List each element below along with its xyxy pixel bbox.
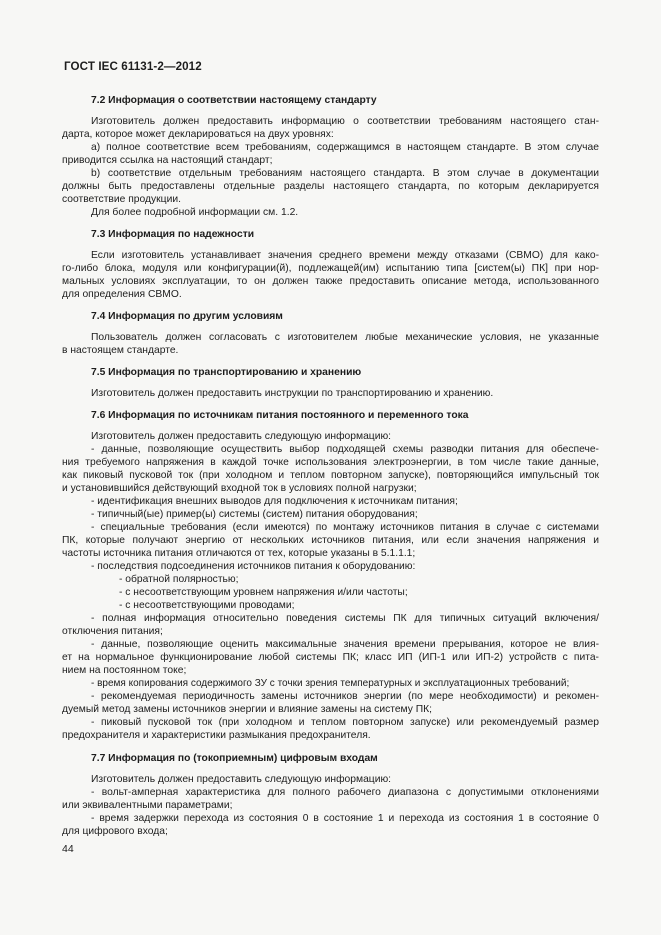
section-heading: 7.4 Информация по другим условиям xyxy=(91,311,283,322)
sublist-item-line: - с несоответствующими проводами; xyxy=(119,600,295,611)
list-item-line: и установившийся действующий входной ток в условиях полной нагрузки; xyxy=(62,483,417,494)
document-header: ГОСТ IEC 61131-2—2012 xyxy=(64,60,202,73)
page-number: 44 xyxy=(62,843,74,855)
list-item-line: нием на постоянном токе; xyxy=(62,665,187,676)
section-heading: 7.2 Информация о соответствии настоящему стандарту xyxy=(91,95,377,106)
paragraph-line: Изготовитель должен предоставить следующую информацию: xyxy=(91,774,392,785)
list-item-line: - типичный(ые) пример(ы) системы (систем) питания оборудования; xyxy=(91,509,418,520)
list-item-line: - время копирования содержимого ЗУ с точки зрения температурных и эксплуатационных требований; xyxy=(91,678,570,689)
paragraph-line: Для более подробной информации см. 1.2. xyxy=(91,207,299,218)
paragraph-line: Изготовитель должен предоставить инструкции по транспортированию и хранению. xyxy=(91,388,494,399)
list-item-line: ет на нормальное функционирование любой системы ПК; класс ИП (ИП-1 или ИП-2) устройств с пита- xyxy=(62,652,599,663)
paragraph-line: го-либо блока, модуля или конфигурации(й), подлежащей(им) испытанию типа [систем(ы) ПК] при нор- xyxy=(62,263,599,274)
paragraph-line: соответствие продукции. xyxy=(62,194,181,205)
paragraph-line: дарта, которое может декларироваться на двух уровнях: xyxy=(62,129,334,140)
paragraph-line: Изготовитель должен предоставить следующую информацию: xyxy=(91,431,392,442)
section-heading: 7.5 Информация по транспортированию и хранению xyxy=(91,367,362,378)
list-item-line: предохранителя и характеристики размыкания предохранителя. xyxy=(62,730,371,741)
list-item-line: дуемый метод замены источников энергии и влияние замены на систему ПК; xyxy=(62,704,433,715)
section-heading: 7.7 Информация по (токоприемным) цифровым входам xyxy=(91,753,378,764)
paragraph-line: должны быть предоставлены отдельные разделы настоящего стандарта, по которым декларируется xyxy=(62,181,599,192)
sublist-item-line: - обратной полярностью; xyxy=(119,574,239,585)
paragraph-line: приводится ссылка на настоящий стандарт; xyxy=(62,155,273,166)
paragraph-line: Пользователь должен согласовать с изготовителем любые механические условия, не указанные xyxy=(91,332,599,343)
list-item-line: - последствия подсоединения источников питания к оборудованию: xyxy=(91,561,416,572)
list-item-line: или эквивалентными параметрами; xyxy=(62,800,233,811)
list-item-line: для цифрового входа; xyxy=(62,826,168,837)
list-item-line: - данные, позволяющие осуществить выбор подходящей схемы разводки питания для обеспече- xyxy=(91,444,599,455)
list-item-line: - пиковый пусковой ток (при холодном и теплом повторном запуске) или рекомендуемый размер xyxy=(91,717,599,728)
sublist-item-line: - с несоответствующим уровнем напряжения и/или частоты; xyxy=(119,587,408,598)
paragraph-line: мальных условиях эксплуатации, то он должен также предоставить описание метода, использованного xyxy=(62,276,599,287)
list-item-line: - вольт-амперная характеристика для полного рабочего диапазона с допустимыми отклонениями xyxy=(91,787,599,798)
list-item-line: - идентификация внешних выводов для подключения к источникам питания; xyxy=(91,496,458,507)
list-item-line: как пиковый пусковой ток (при холодном и теплом повторном запуске), повторяющийся импульсный ток xyxy=(62,470,599,481)
list-item-line: - данные, позволяющие оценить максимальные значения времени прерывания, которое не влия- xyxy=(91,639,599,650)
list-item-line: ПК, которые получают энергию от нескольких источников питания, или если значения напряжения и xyxy=(62,535,599,546)
section-heading: 7.6 Информация по источникам питания постоянного и переменного тока xyxy=(91,410,469,421)
section-heading: 7.3 Информация по надежности xyxy=(91,229,255,240)
paragraph-line: a) полное соответствие всем требованиям, содержащимся в настоящем стандарте. В этом случае xyxy=(91,142,599,153)
paragraph-line: для определения СВМО. xyxy=(62,289,182,300)
list-item-line: ния требуемого напряжения в каждой точке использования электроэнергии, в том числе такие данные, xyxy=(62,457,599,468)
paragraph-line: b) соответствие отдельным требованиям настоящего стандарта. В этом случае в документации xyxy=(91,168,599,179)
list-item-line: - время задержки перехода из состояния 0 в состояние 1 и перехода из состояния 1 в состояние 0 xyxy=(91,813,599,824)
paragraph-line: Изготовитель должен предоставить информацию о соответствии требованиям настоящего стан- xyxy=(91,116,599,127)
list-item-line: отключения питания; xyxy=(62,626,163,637)
list-item-line: частоты источника питания отличаются от тех, которые указаны в 5.1.1.1; xyxy=(62,548,416,559)
list-item-line: - полная информация относительно поведения системы ПК для типичных ситуаций включения/ xyxy=(91,613,599,624)
list-item-line: - рекомендуемая периодичность замены источников энергии (по мере необходимости) и рекомен- xyxy=(91,691,599,702)
paragraph-line: в настоящем стандарте. xyxy=(62,345,179,356)
list-item-line: - специальные требования (если имеются) по монтажу источников питания в случае с системами xyxy=(91,522,599,533)
paragraph-line: Если изготовитель устанавливает значения среднего времени между отказами (СВМО) для како- xyxy=(91,250,599,261)
